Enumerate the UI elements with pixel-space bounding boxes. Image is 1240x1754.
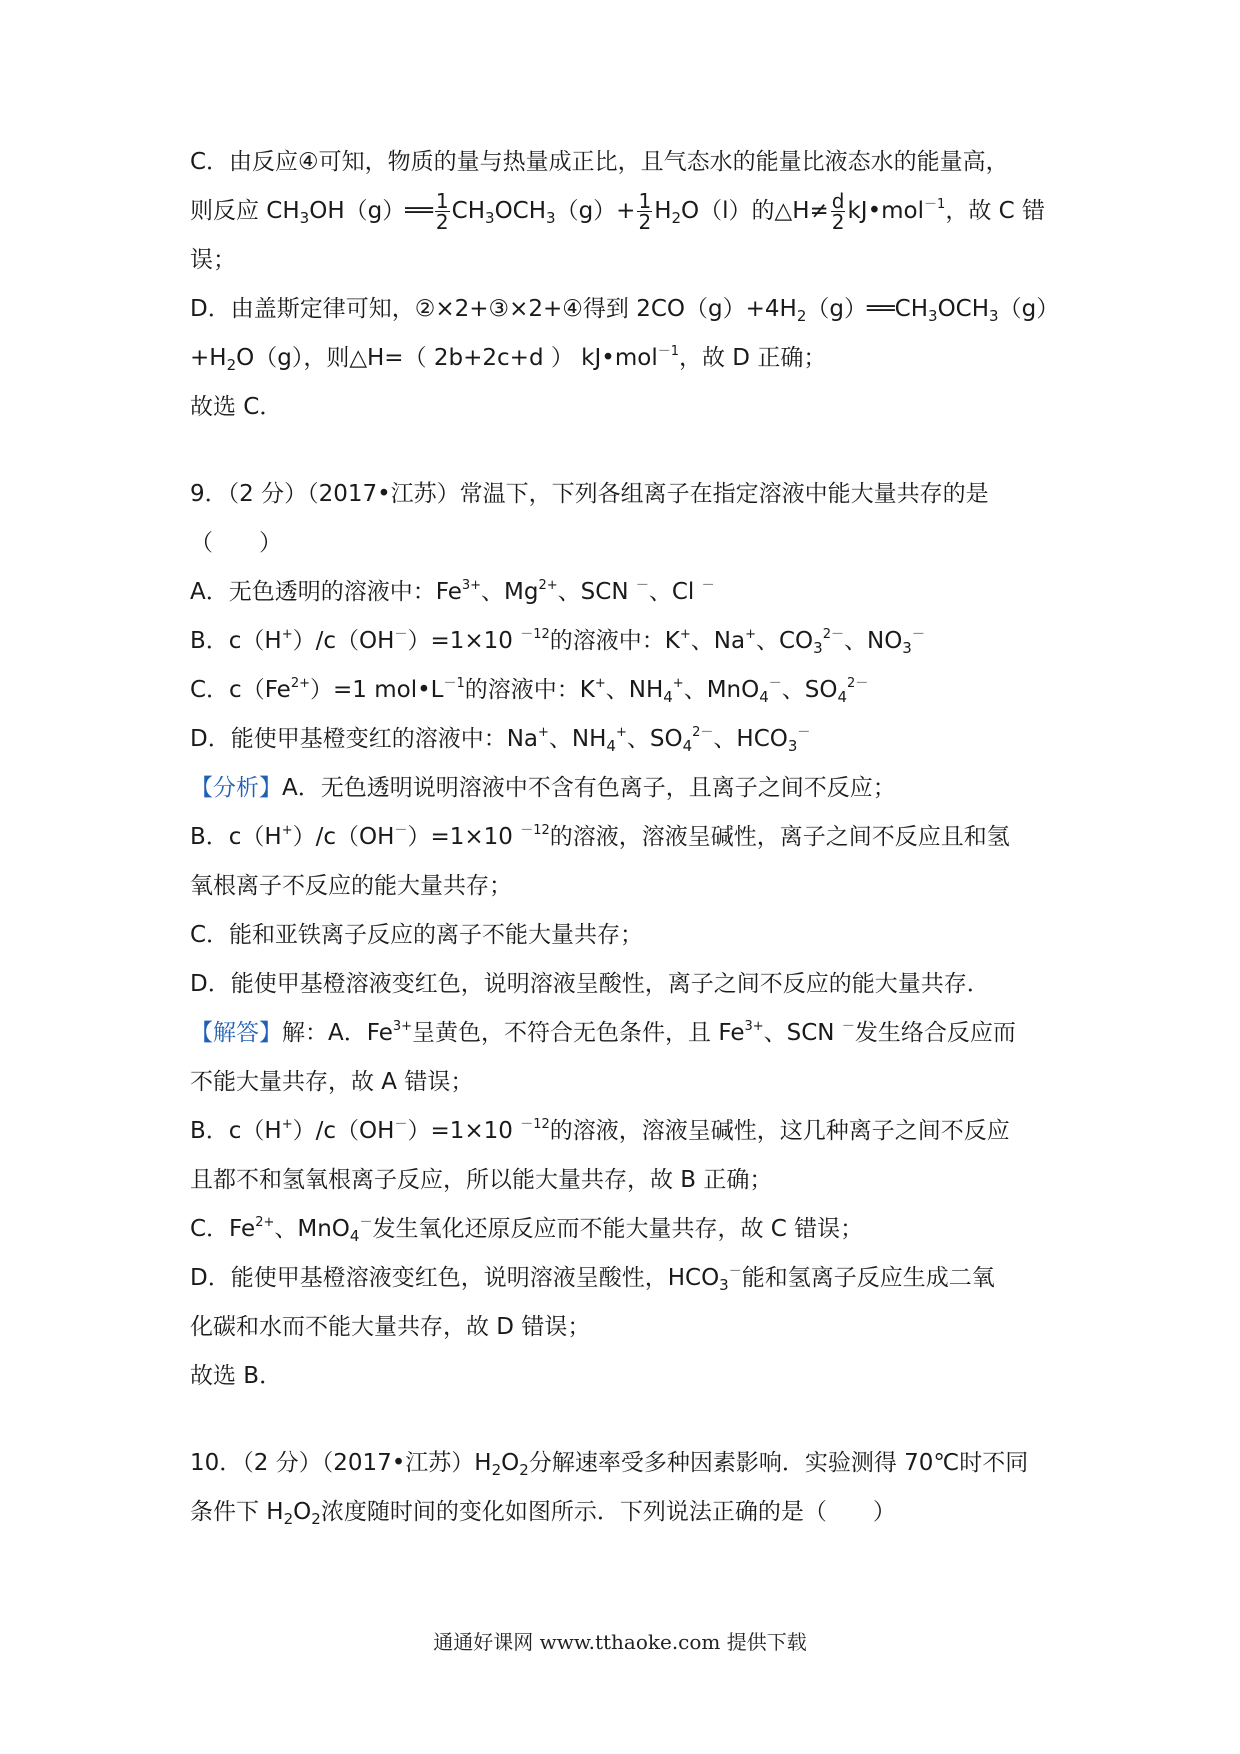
q9-analysis-b-line-2: 氧根离子不反应的能大量共存； [190, 873, 512, 899]
q9-analysis-c: C．能和亚铁离子反应的离子不能大量共存； [190, 922, 644, 948]
q9-analysis-a: 【分析】A．无色透明说明溶液中不含有色离子，且离子之间不反应； [190, 775, 896, 801]
q9-answer-d-line-2: 化碳和水而不能大量共存，故 D 错误； [190, 1314, 591, 1340]
q9-answer-a-line-2: 不能大量共存，故 A 错误； [190, 1069, 474, 1095]
solution-c-line-2: 则反应 $CH_3OH(g)══$ $\frac{1}{2}$ $CH_3OCH_3(g)+$ $\frac{1}{2}$ $H_2O(l)$的△H≠ $\frac{d}{2}$ kJ•mol$^{-1}$，故 C 错 [190, 189, 1045, 234]
solution-c-line-3: 误； [190, 247, 236, 273]
q9-stem-line-1: 9．（2 分）（2017•江苏）常温下，下列各组离子在指定溶液中能大量共存的是 [190, 481, 989, 507]
q9-analysis-d: D．能使甲基橙溶液变红色，说明溶液呈酸性，离子之间不反应的能大量共存． [190, 971, 990, 997]
q9-answer-b-line-2: 且都不和氢氧根离子反应，所以能大量共存，故 B 正确； [190, 1167, 773, 1193]
solution-conclusion: 故选 C． [190, 394, 283, 420]
q9-option-a: A．无色透明的溶液中：$Fe^{3+}$、$Mg^{2+}$、SCN －、Cl － [190, 578, 715, 605]
solution-c-line-1: C．由反应④可知，物质的量与热量成正比，且气态水的能量比液态水的能量高， [190, 149, 1009, 175]
solution-d-line-1: D．由盖斯定律可知，②×2+③×2+④得到 $2CO(g)+4H_2(g)══CH_3OCH_3(g)$ [190, 296, 1060, 325]
q10-stem-line-2: 条件下 $H_2O_2$浓度随时间的变化如图所示．下列说法正确的是（ ） [190, 1499, 896, 1528]
analysis-tag: 【分析】 [190, 775, 282, 801]
fraction-one-half: $\frac{1}{2}$ [638, 189, 652, 234]
fraction-one-half: $\frac{1}{2}$ [435, 189, 449, 234]
q9-answer-c: C．$Fe^{2+}$、MnO$_4$－发生氧化还原反应而不能大量共存，故 C 错误； [190, 1215, 864, 1245]
q9-conclusion: 故选 B． [190, 1363, 283, 1389]
q9-answer-b-line-1: B．c（H+）/c（OH－）=1×10 $^{-12}$的溶液，溶液呈碱性，这几种离子之间不反应 [190, 1117, 1010, 1144]
q9-option-b: B．c（H+）/c（OH－）=1×10 $^{-12}$的溶液中：K+、Na+、$CO_3^{2-}$、$NO_3^-$ [190, 627, 925, 657]
q9-option-d: D．能使甲基橙变红的溶液中：Na+、$NH_4^+$、$SO_4^{2-}$、$HCO_3^-$ [190, 725, 811, 755]
answer-tag: 【解答】 [190, 1020, 282, 1046]
fraction-d-half: $\frac{d}{2}$ [831, 189, 845, 234]
page-footer: 通通好课网 www.tthaoke.com 提供下载 [433, 1630, 807, 1654]
q9-option-c: C．$c(Fe^{2+})=1$ $mol•L^{-1}$的溶液中：K+、$NH_4^+$、MnO$_4$－、$SO_4^{2-}$ [190, 676, 869, 706]
solution-d-line-2: $+H_2O(g)$，则△H=（ 2b+2c+d ） kJ•mol$^{-1}$，故 D 正确； [190, 344, 827, 374]
q9-stem-line-2: （ ） [190, 530, 282, 556]
q9-analysis-b-line-1: B．c（H+）/c（OH－）=1×10 $^{-12}$的溶液，溶液呈碱性，离子之间不反应且和氢 [190, 823, 1010, 850]
q10-stem-line-1: 10．（2 分）（2017•江苏）$H_2O_2$分解速率受多种因素影响．实验测得 70℃时不同 [190, 1450, 1029, 1479]
q9-answer-d-line-1: D．能使甲基橙溶液变红色，说明溶液呈酸性，$HCO_3^-$能和氢离子反应生成二氧 [190, 1264, 995, 1294]
q9-answer-a-line-1: 【解答】解：A．$Fe^{3+}$呈黄色，不符合无色条件，且 $Fe^{3+}$、SCN －发生络合反应而 [190, 1019, 1016, 1046]
document-body [190, 138, 1060, 1537]
